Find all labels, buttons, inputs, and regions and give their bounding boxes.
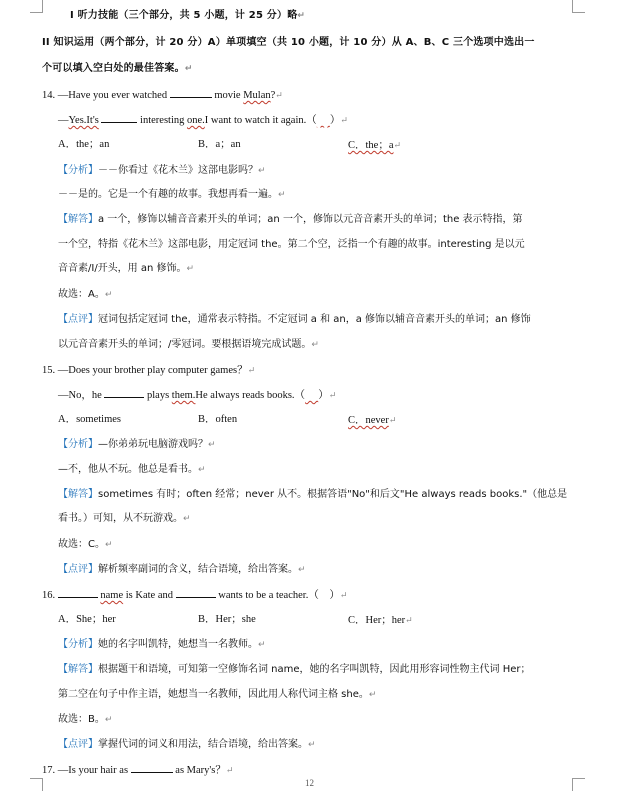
question-15-analysis-2: —不，他从不玩。他总是看书。↵ (58, 464, 206, 475)
section-header-listening: I 听力技能（三个部分，共 5 小题，计 25 分）略↵ (70, 10, 306, 21)
question-14-solution-2: 一个空，特指《花木兰》这部电影，用定冠词 the。第二个空，泛指一个有趣的故事。interesting 是以元 (58, 239, 525, 250)
question-14-comment-1: 【点评】冠词包括定冠词 the，通常表示特指。不定冠词 a 和 an，a 修饰以辅音音素开头的单词；an 修饰 (58, 314, 531, 325)
question-14-analysis-2: －－是的。它是一个有趣的故事。我想再看一遍。↵ (58, 189, 286, 200)
question-16-comment: 【点评】掌握代词的词义和用法，结合语境，给出答案。↵ (58, 739, 316, 750)
question-16-solution-2: 第二空在句子中作主语，她想当一名教师，因此用人称代词主格 she。↵ (58, 689, 377, 700)
question-17-stem: 17. —Is your hair as as Mary's？↵ (42, 765, 234, 776)
question-15-answer-line: —No，he plays them.He always reads books.（ ）↵ (58, 390, 337, 401)
page-number: 12 (305, 778, 314, 788)
question-15-choice: 故选：C。↵ (58, 539, 113, 550)
question-14-answer-line: —Yes.It's interesting one.I want to watch it again.（ ）↵ (58, 115, 348, 126)
option-a: A．sometimes (58, 414, 121, 425)
question-16-analysis: 【分析】她的名字叫凯特，她想当一名教师。↵ (58, 639, 266, 650)
question-15-analysis: 【分析】—你弟弟玩电脑游戏吗？↵ (58, 439, 216, 450)
option-c: C．the；a↵ (348, 140, 402, 151)
question-14-solution-3: 音音素/I/开头，用 an 修饰。↵ (58, 263, 195, 274)
section-header-knowledge: II 知识运用（两个部分，计 20 分）A）单项填空（共 10 小题，计 10 分）从 A、B、C 三个选项中选出一 (42, 37, 535, 48)
question-16-choice: 故选：B。↵ (58, 714, 113, 725)
question-15-solution-1: 【解答】sometimes 有时；often 经常；never 从不。根据答语"No"和后文"He always reads books."（他总是 (58, 489, 568, 500)
question-14-solution-1: 【解答】a 一个，修饰以辅音音素开头的单词；an 一个，修饰以元音音素开头的单词；the 表示特指，第 (58, 214, 523, 225)
question-14-stem: 14. —Have you ever watched movie Mulan?↵ (42, 90, 283, 101)
option-c: C．never↵ (348, 415, 397, 426)
section-header-instructions: 个可以填入空白处的最佳答案。↵ (42, 63, 193, 74)
crop-mark-top-right (572, 0, 585, 13)
question-14-comment-2: 以元音音素开头的单词；/零冠词。要根据语境完成试题。↵ (58, 339, 319, 350)
question-16-stem: 16. name is Kate and wants to be a teacher.（ ）↵ (42, 590, 348, 601)
question-15-comment: 【点评】解析频率副词的含义，结合语境，给出答案。↵ (58, 564, 306, 575)
question-15-solution-2: 看书。）可知，从不玩游戏。↵ (58, 513, 191, 524)
question-14-analysis: 【分析】－－你看过《花木兰》这部电影吗？↵ (58, 165, 266, 176)
option-b: B．Her；she (198, 614, 256, 625)
option-b: B．a；an (198, 139, 241, 150)
question-16-solution-1: 【解答】根据题干和语境，可知第一空修饰名词 name，她的名字叫凯特，因此用形容词性物主代词 Her； (58, 664, 531, 675)
option-c: C．Her；her↵ (348, 615, 413, 626)
option-a: A．She；her (58, 614, 116, 625)
question-15-stem: 15. —Does your brother play computer games？↵ (42, 365, 256, 376)
option-b: B．often (198, 414, 238, 425)
question-14-choice: 故选：A。↵ (58, 289, 113, 300)
crop-mark-top-left (30, 0, 43, 13)
option-a: A．the；an (58, 139, 110, 150)
